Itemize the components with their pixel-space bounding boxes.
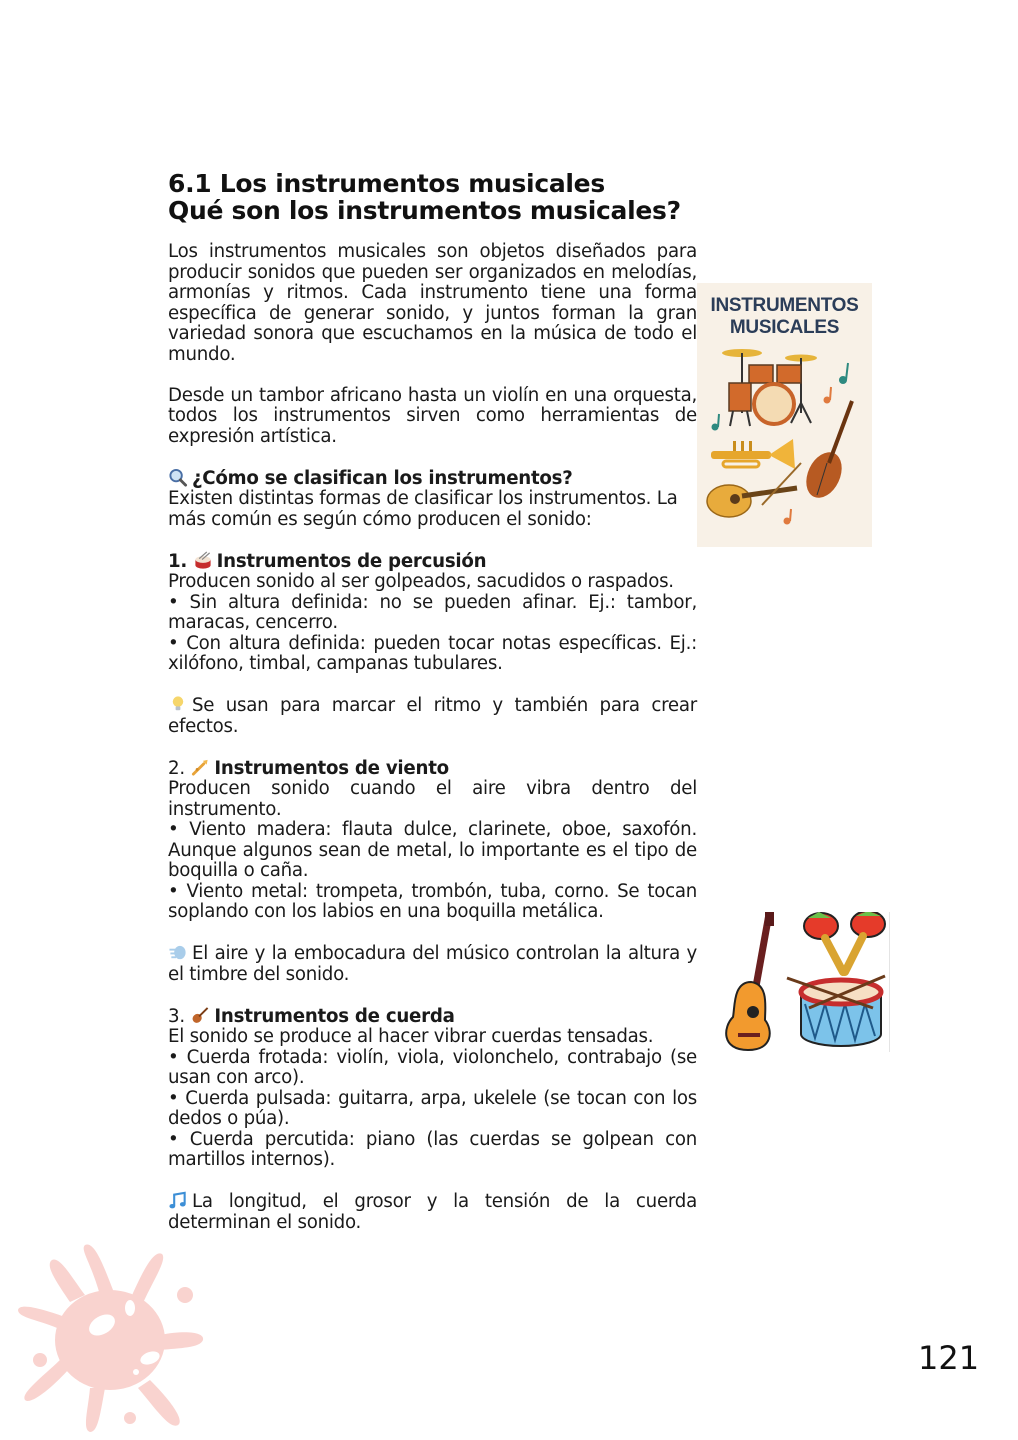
section-title: Instrumentos de viento <box>214 757 449 779</box>
paint-splash-decoration <box>10 1240 210 1435</box>
section-percussion <box>168 551 697 738</box>
instruments-poster-image <box>697 283 872 547</box>
wind-face-icon <box>168 943 188 962</box>
instruments-clipart-image <box>713 912 890 1052</box>
bullet-item: • Sin altura definida: no se pueden afinar. Ej.: tambor, maracas, cencerro. <box>168 591 697 633</box>
section-number: 2. <box>168 757 185 779</box>
section-intro: Producen sonido al ser golpeados, sacudidos o raspados. <box>168 571 674 592</box>
section-title: Instrumentos de cuerda <box>214 1005 455 1027</box>
bullet-item: • Viento metal: trompeta, trombón, tuba, corno. Se tocan soplando con los labios en una boquilla metálica. <box>168 880 697 922</box>
bullet-item: • Con altura definida: pueden tocar notas específicas. Ej.: xilófono, timbal, campanas tubulares. <box>168 632 697 674</box>
bullet-item: • Cuerda percutida: piano (las cuerdas se golpean con martillos internos). <box>168 1128 697 1170</box>
page-number: 121 <box>918 1339 980 1377</box>
heading-line-1: 6.1 Los instrumentos musicales <box>168 169 605 198</box>
intro-paragraph-2: Desde un tambor africano hasta un violín en una orquesta, todos los instrumentos sirven como herramientas de expresión artística. <box>168 384 697 447</box>
trumpet-illustration <box>711 439 795 469</box>
bullet-item: • Viento madera: flauta dulce, clarinete, oboe, saxofón. Aunque algunos sean de metal, lo importante es el tipo de boquilla o caña. <box>168 819 697 881</box>
section-title-row <box>168 758 697 780</box>
drum-kit-icon <box>722 349 817 426</box>
musical-notes-icon <box>168 1191 188 1210</box>
drum-icon <box>193 551 213 570</box>
section-heading <box>168 170 697 224</box>
poster-title: INSTRUMENTOS MUSICALES <box>710 295 859 338</box>
maracas-clipart <box>804 912 885 972</box>
section-note: Se usan para marcar el ritmo y también para crear efectos. <box>168 695 697 737</box>
section-intro: El sonido se produce al hacer vibrar cuerdas tensadas. <box>168 1026 654 1047</box>
section-number: 1. <box>168 550 188 572</box>
classification-text: Existen distintas formas de clasificar los instrumentos. La más común es según cómo producen el sonido: <box>168 488 678 530</box>
guitar-clipart <box>726 912 774 1050</box>
violin-icon <box>190 1006 210 1025</box>
drum-clipart <box>787 976 885 1046</box>
guitar-illustration <box>707 463 801 517</box>
section-strings <box>168 1006 697 1234</box>
main-column <box>168 170 697 1233</box>
light-bulb-icon <box>168 695 188 714</box>
heading-line-2: Qué son los instrumentos musicales? <box>168 196 681 225</box>
trumpet-icon <box>190 758 210 777</box>
section-wind <box>168 758 697 986</box>
clipart-illustration <box>713 912 889 1052</box>
classification-title: ¿Cómo se clasifican los instrumentos? <box>168 468 573 489</box>
section-title-row <box>168 551 697 573</box>
instruments-illustration <box>697 283 872 547</box>
section-title: Instrumentos de percusión <box>216 550 487 572</box>
magnifying-glass-icon <box>168 468 188 487</box>
bullet-item: • Cuerda pulsada: guitarra, arpa, ukelele (se tocan con los dedos o púa). <box>168 1087 697 1129</box>
splash-shape <box>18 1244 203 1432</box>
bullet-item: • Cuerda frotada: violín, viola, violonchelo, contrabajo (se usan con arco). <box>168 1046 697 1088</box>
section-intro: Producen sonido cuando el aire vibra dentro del instrumento. <box>168 778 697 820</box>
classification-block <box>168 468 697 531</box>
intro-paragraph-1: Los instrumentos musicales son objetos diseñados para producir sonidos que pueden ser organizados en melodías, armonías y ritmos. Cada instrumento tiene una forma específica de generar sonido, y juntos forman la gran variedad sonora que escuchamos en la música de todo el mundo. <box>168 241 697 365</box>
section-title-row <box>168 1006 697 1028</box>
section-note: El aire y la embocadura del músico controlan la altura y el timbre del sonido. <box>168 943 697 985</box>
section-note: La longitud, el grosor y la tensión de la cuerda determinan el sonido. <box>168 1191 697 1233</box>
section-number: 3. <box>168 1005 185 1027</box>
